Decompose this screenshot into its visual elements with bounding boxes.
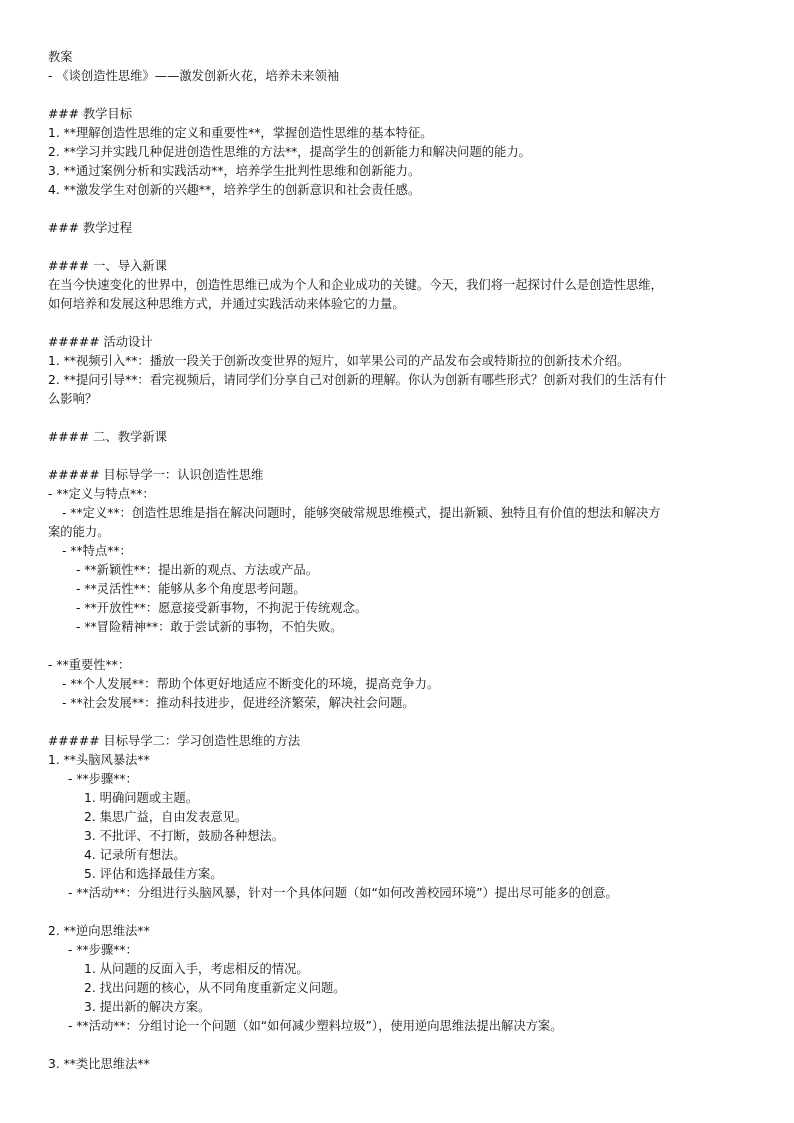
objective-item: 3. **通过案例分析和实践活动**，培养学生批判性思维和创新能力。 [48, 164, 421, 178]
step-item: 2. 集思广益，自由发表意见。 [84, 810, 248, 824]
heading-process: ### 教学过程 [48, 221, 133, 235]
heading-objectives: ### 教学目标 [48, 107, 133, 121]
paragraph-line: 在当今快速变化的世界中，创造性思维已成为个人和企业成功的关键。今天，我们将一起探讨什么是创造性思维， [48, 278, 663, 292]
list-item: - **开放性**：愿意接受新事物，不拘泥于传统观念。 [76, 601, 368, 615]
step-item: 5. 评估和选择最佳方案。 [84, 867, 223, 881]
heading-goal-one: ##### 目标导学一：认识创造性思维 [48, 468, 264, 482]
list-item: - **新颖性**：提出新的观点、方法或产品。 [76, 563, 318, 577]
list-item: - **步骤**： [68, 772, 138, 786]
list-item: - **冒险精神**：敢于尝试新的事物，不怕失败。 [76, 620, 343, 634]
doc-subtitle: - 《谈创造性思维》——激发创新火花，培养未来领袖 [48, 69, 340, 83]
paragraph-line: 如何培养和发展这种思维方式，并通过实践活动来体验它的力量。 [48, 297, 405, 311]
step-item: 1. 明确问题或主题。 [84, 791, 199, 805]
step-item: 2. 找出问题的核心，从不同角度重新定义问题。 [84, 981, 346, 995]
list-item-cont: 案的能力。 [48, 525, 110, 539]
activity-item-cont: 么影响？ [48, 392, 98, 406]
list-item: - **活动**：分组讨论一个问题（如“如何减少塑料垃圾”），使用逆向思维法提出解决方案。 [68, 1019, 563, 1033]
heading-activity: ##### 活动设计 [48, 335, 153, 349]
activity-item: 1. **视频引入**：播放一段关于创新改变世界的短片，如苹果公司的产品发布会或特斯拉的创新技术介绍。 [48, 354, 630, 368]
list-item: - **个人发展**：帮助个体更好地适应不断变化的环境，提高竞争力。 [62, 677, 440, 691]
list-item: - **社会发展**：推动科技进步，促进经济繁荣，解决社会问题。 [62, 696, 415, 710]
list-item: - **重要性**： [48, 658, 131, 672]
objective-item: 4. **激发学生对创新的兴趣**，培养学生的创新意识和社会责任感。 [48, 183, 421, 197]
step-item: 3. 提出新的解决方案。 [84, 1000, 211, 1014]
doc-title: 教案 [48, 50, 73, 64]
objective-item: 1. **理解创造性思维的定义和重要性**，掌握创造性思维的基本特征。 [48, 126, 433, 140]
list-item: - **活动**：分组进行头脑风暴，针对一个具体问题（如“如何改善校园环境”）提出尽可能多的创意。 [68, 886, 618, 900]
method-title: 2. **逆向思维法** [48, 924, 150, 938]
step-item: 1. 从问题的反面入手，考虑相反的情况。 [84, 962, 309, 976]
heading-new-lesson: #### 二、教学新课 [48, 430, 167, 444]
method-title: 3. **类比思维法** [48, 1057, 150, 1071]
objective-item: 2. **学习并实践几种促进创造性思维的方法**，提高学生的创新能力和解决问题的能力。 [48, 145, 531, 159]
heading-goal-two: ##### 目标导学二：学习创造性思维的方法 [48, 734, 301, 748]
list-item: - **特点**： [62, 544, 132, 558]
list-item: - **定义与特点**： [48, 487, 155, 501]
activity-item: 2. **提问引导**：看完视频后，请同学们分享自己对创新的理解。你认为创新有哪些形式？创新对我们的生活有什 [48, 373, 667, 387]
step-item: 3. 不批评、不打断，鼓励各种想法。 [84, 829, 285, 843]
list-item: - **定义**：创造性思维是指在解决问题时，能够突破常规思维模式，提出新颖、独特且有价值的想法和解决方 [62, 506, 661, 520]
step-item: 4. 记录所有想法。 [84, 848, 186, 862]
heading-intro: #### 一、导入新课 [48, 259, 167, 273]
list-item: - **步骤**： [68, 943, 138, 957]
list-item: - **灵活性**：能够从多个角度思考问题。 [76, 582, 306, 596]
method-title: 1. **头脑风暴法** [48, 753, 150, 767]
